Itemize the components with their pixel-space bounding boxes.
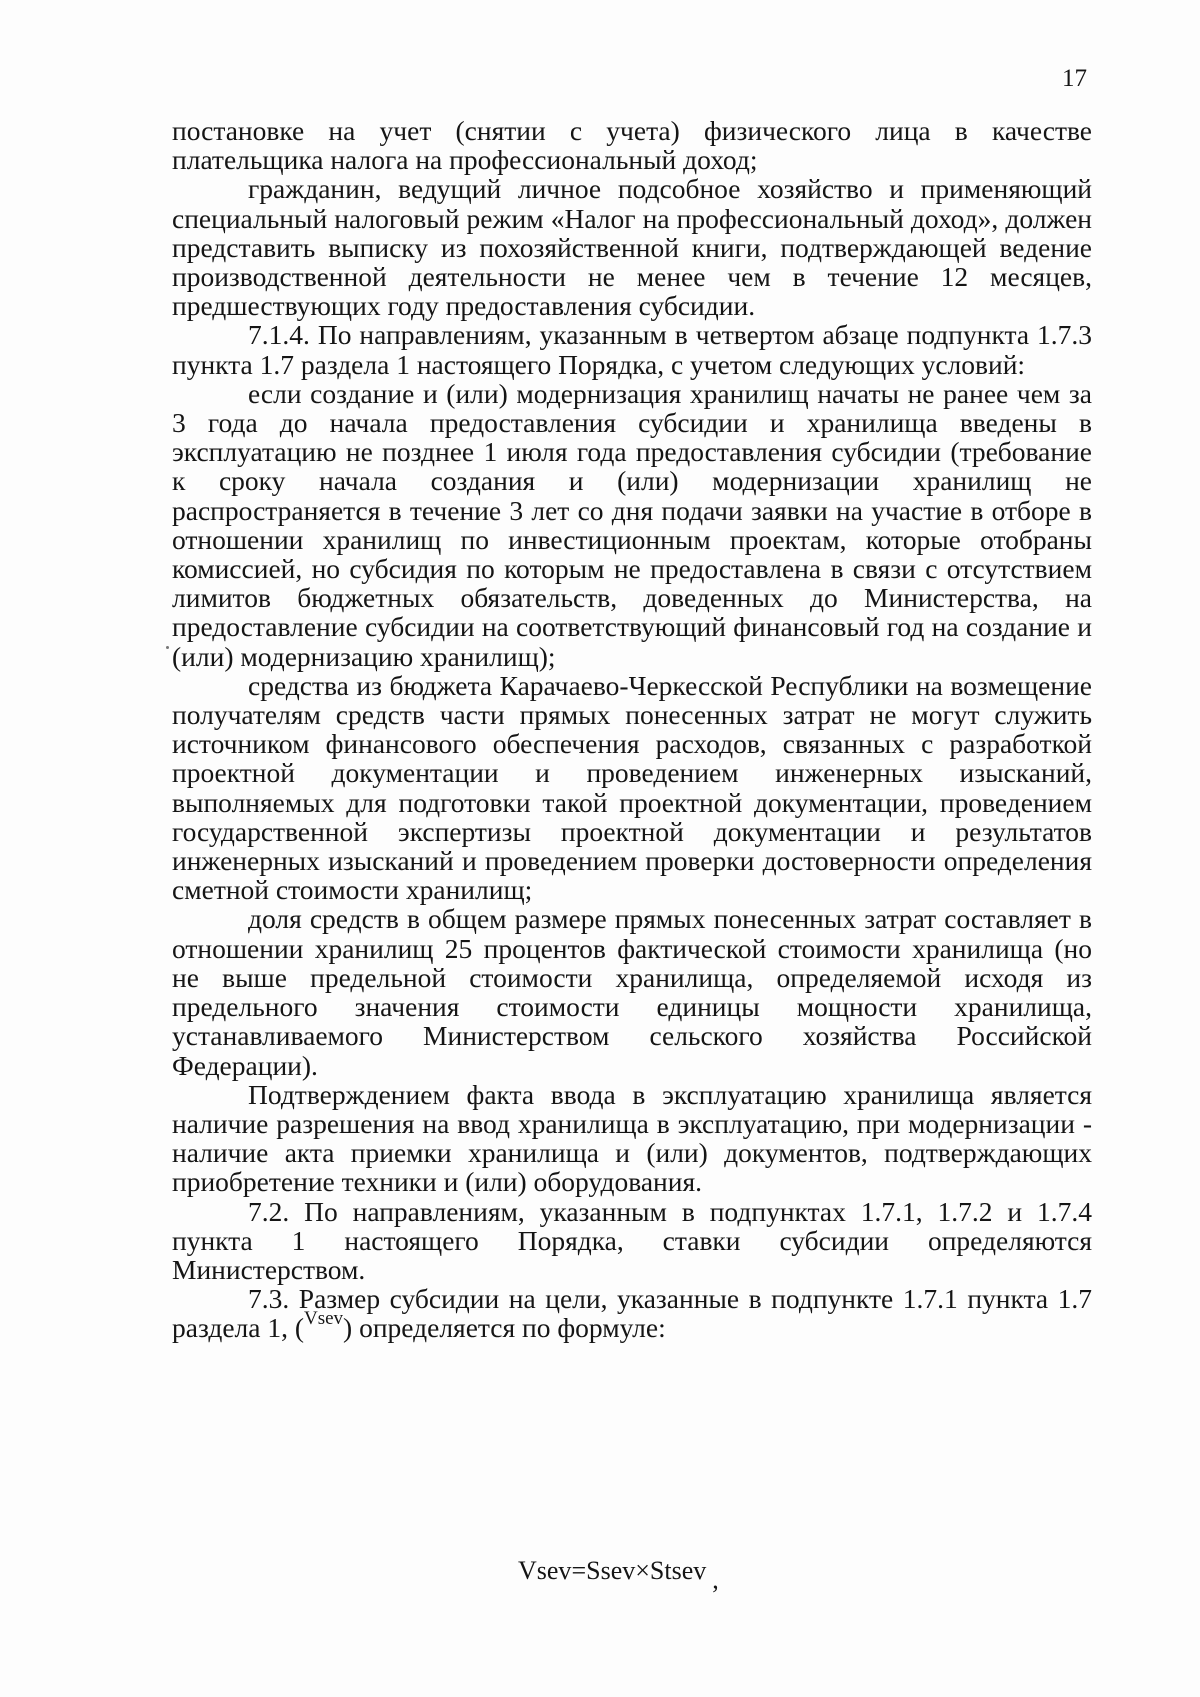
paragraph-2: гражданин, ведущий личное подсобное хозяйство и применяющий специальный налоговый режим «Налог на профессиональный доход», должен представить выписку из похозяйственной книги, подтверждающей ведение производственной деятельности не менее чем в течение 12 месяцев, предшествующих году предоставления субсидии. xyxy=(172,173,1092,322)
paragraph-9-before: 7.3. Размер субсидии на цели, указанные в подпункте 1.7.1 пункта 1.7 раздела 1, ( xyxy=(172,1283,1092,1344)
page-number: 17 xyxy=(1062,65,1087,92)
subsidy-symbol: Vsev xyxy=(303,1308,344,1330)
paragraph-7: Подтверждением факта ввода в эксплуатацию хранилища является наличие разрешения на ввод хранилища в эксплуатацию, при модернизации - наличие акта приемки хранилища и (или) документов, подтверждающих приобретение техники и (или) оборудования. xyxy=(172,1078,1092,1198)
paragraph-8: 7.2. По направлениям, указанным в подпунктах 1.7.1, 1.7.2 и 1.7.4 пункта 1 настоящего Порядка, ставки субсидии определяются Министерством. xyxy=(172,1195,1092,1285)
paragraph-5: средства из бюджета Карачаево-Черкесской Республики на возмещение получателям средств части прямых понесенных затрат не могут служить источником финансового обеспечения расходов, связанных с разработкой проектной документации и проведением инженерных изысканий, выполняемых для подготовки такой проектной документации, проведением государственной экспертизы проектной документации и результатов инженерных изысканий и проведением проверки достоверности определения сметной стоимости хранилищ; xyxy=(172,669,1092,906)
subsidy-formula xyxy=(518,1556,719,1594)
scan-speck xyxy=(166,646,169,649)
paragraph-9 xyxy=(172,1284,1092,1342)
formula-comma: , xyxy=(712,1565,719,1594)
formula-term2: Stsev xyxy=(649,1556,707,1585)
formula-left: Vsev xyxy=(518,1556,572,1585)
formula-term1: Ssev xyxy=(586,1556,636,1585)
formula-equals: = xyxy=(571,1556,587,1585)
formula-times: × xyxy=(635,1556,650,1585)
paragraph-3: 7.1.4. По направлениям, указанным в четвертом абзаце подпункта 1.7.3 пункта 1.7 раздела 1 настоящего Порядка, с учетом следующих условий: xyxy=(172,319,1092,380)
paragraph-6: доля средств в общем размере прямых понесенных затрат составляет в отношении хранилищ 25 процентов фактической стоимости хранилища (но не выше предельной стоимости хранилища, определяемой исходя из предельного значения стоимости единицы мощности хранилища, устанавливаемого Министерством сельского хозяйства Российской Федерации). xyxy=(172,903,1092,1081)
paragraph-9-after: ) определяется по формуле: xyxy=(343,1312,666,1344)
paragraph-1: постановке на учет (снятии с учета) физического лица в качестве плательщика налога на профессиональный доход; xyxy=(172,115,1092,176)
document-body xyxy=(172,116,1092,1343)
paragraph-4: если создание и (или) модернизация хранилищ начаты не ранее чем за 3 года до начала предоставления субсидии и хранилища введены в эксплуатацию не позднее 1 июля года предоставления субсидии (требование к сроку начала создания и (или) модернизации хранилищ не распространяется в течение 3 лет со дня подачи заявки на участие в отборе в отношении хранилищ по инвестиционным проектам, которые отобраны комиссией, но субсидия по которым не предоставлена в связи с отсутствием лимитов бюджетных обязательств, доведенных до Министерства, на предоставление субсидии на соответствующий финансовый год на создание и (или) модернизацию хранилищ); xyxy=(172,377,1092,672)
